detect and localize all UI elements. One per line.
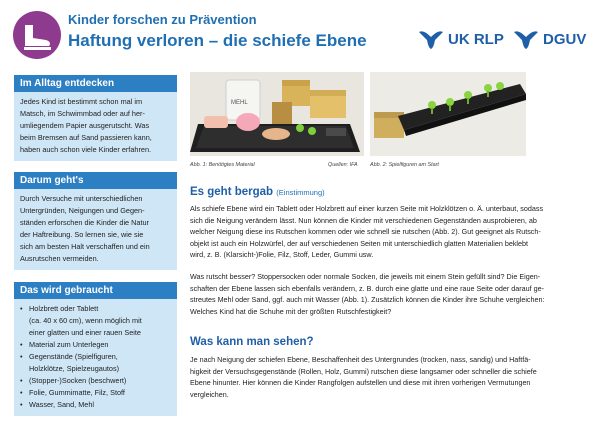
text-line: einer glatten und einer rauen Seite — [29, 328, 141, 337]
text-line: Matsch, im Schwimmbad oder auf her- — [20, 109, 145, 118]
list-item — [20, 303, 173, 339]
eagle-icon — [513, 28, 539, 50]
text-line: • Folie, Gummimatte, Filz, Stoff — [29, 388, 125, 397]
figure-materials — [190, 72, 364, 156]
text-line: Durch Versuche mit unterschiedlichen — [20, 194, 143, 203]
text-line: sich am besten Halt verschaffen und ein — [20, 242, 150, 251]
box-why — [14, 172, 177, 270]
section-heading-sehen: Was kann man sehen? — [190, 336, 314, 348]
text-line: Ausrutschen vermeiden. — [20, 254, 99, 263]
text-line: schaften der Ebene lassen sich ebenfalls verändern, z. B. durch eine glatte und eine raue Seite oder darauf ge- — [190, 283, 545, 293]
text-line: vergleichen. — [190, 389, 229, 399]
text-line: • Material zum Unterlegen — [29, 340, 109, 349]
text-line: Holzklötze, Spielzeugautos) — [29, 364, 120, 373]
logo-text: UK RLP — [448, 30, 504, 48]
paragraph — [190, 271, 586, 317]
figure-source: Quellen: IFA — [328, 162, 358, 168]
box-heading: Darum geht's — [14, 172, 177, 189]
text-line: Was rutscht besser? Stoppersocken oder normale Socken, die jeweils mit einem Stein gefüllt sind? Die Eigen- — [190, 272, 541, 281]
list-item — [20, 375, 173, 387]
text-line: welcher Neigung diese ins Rutschen kommen oder wie schnell sie rutschen (Abb. 2). Gut geeignet als Rutsch- — [190, 227, 541, 236]
list-item — [20, 387, 173, 399]
heading-subtitle: (Einstimmung) — [276, 188, 325, 197]
series-kicker: Kinder forschen zu Prävention — [68, 12, 257, 27]
text-line: streutes Mehl oder Sand, ggf. auch mit Wasser (Abb. 1). Zusätzlich können die Kinder ihre Schuhe vergleichen: — [190, 295, 545, 304]
logo-dguv — [513, 28, 586, 50]
material-list — [20, 303, 173, 411]
text-line: ständen erforschen die Kinder die Natur — [20, 218, 149, 227]
text-line: beim Bremsen auf Sand passieren kann, — [20, 133, 152, 142]
paragraph — [190, 203, 586, 261]
topic-badge — [13, 11, 61, 59]
bag-label: MEHL — [231, 100, 248, 106]
page-title: Haftung verloren – die schiefe Ebene — [68, 31, 367, 50]
text-line: higkeit der Versuchsgegenstände (Rollen, Holz, Gummi) rutschen diese langsamer oder schneller die schiefe — [190, 366, 537, 376]
text-line: Als schiefe Ebene wird ein Tablett oder Holzbrett auf einer kurzen Seite mit Holzklötzen o. Ä. unterbaut, sodass — [190, 204, 544, 213]
figure-slope — [370, 72, 526, 156]
text-line: • (Stopper-)Socken (beschwert) — [29, 376, 127, 385]
text-line: (ca. 40 x 60 cm), wenn möglich mit — [29, 316, 142, 325]
text-line: Je nach Neigung der schiefen Ebene, Beschaffenheit des Untergrundes (trocken, nass, sandig) und Haftfä- — [190, 355, 531, 364]
box-body — [14, 92, 177, 161]
materials-photo — [190, 72, 364, 156]
text-line: • Wasser, Sand, Mehl — [29, 400, 95, 409]
box-body — [14, 189, 177, 270]
text-line: der Haftreibung. So lernen sie, wie sie — [20, 230, 144, 239]
paragraph — [190, 354, 586, 400]
text-line: haben auch schon viele Kinder erfahren. — [20, 145, 152, 154]
eagle-icon — [418, 28, 444, 50]
list-item — [20, 399, 173, 411]
box-needed — [14, 282, 177, 416]
box-body — [14, 299, 177, 416]
list-item — [20, 351, 173, 375]
figure-caption: Abb. 1: Benötigtes Material — [190, 162, 255, 168]
slope-photo — [370, 72, 526, 156]
logo-uk-rlp — [418, 28, 504, 50]
heading-text: Es geht bergab — [190, 186, 274, 198]
text-line: objekt ist auch ein Holzwürfel, der auf verschiedenen Seiten mit unterschiedlich glatten Materialien beklebt — [190, 238, 528, 248]
list-item — [20, 339, 173, 351]
figure-caption: Abb. 2: Spielfiguren am Start — [370, 162, 439, 168]
text-line: Untergründen, Neigungen und Gegen- — [20, 206, 145, 215]
box-heading: Im Alltag entdecken — [14, 75, 177, 92]
text-line: Welches Kind hat die Schuhe mit der größten Rutschfestigkeit? — [190, 306, 392, 316]
box-heading: Das wird gebraucht — [14, 282, 177, 299]
text-line: Jedes Kind ist bestimmt schon mal im — [20, 97, 143, 106]
text-line: • Holzbrett oder Tablett — [29, 304, 99, 313]
text-line: umliegendem Papier ausgerutscht. Was — [20, 121, 150, 130]
text-line: • Gegenstände (Spielfiguren, — [29, 352, 118, 361]
box-everyday — [14, 75, 177, 161]
text-line: wird, z. B. (Klarsicht-)Folie, Filz, Stoff, Leder, Gummi usw. — [190, 250, 374, 259]
text-line: sich die Neigung verändern lässt. Nun können die Kinder mit verschiedenen Gegenständen ausprobieren, ab — [190, 215, 537, 225]
foot-icon — [13, 11, 61, 59]
page-header — [0, 0, 600, 68]
logo-text: DGUV — [543, 30, 587, 48]
text-line: Ebene hinunter. Hier können die Kinder Rangfolgen aufstellen und diese mit ihren vorherigen Vermutungen — [190, 378, 531, 387]
section-heading-bergab — [190, 186, 325, 198]
